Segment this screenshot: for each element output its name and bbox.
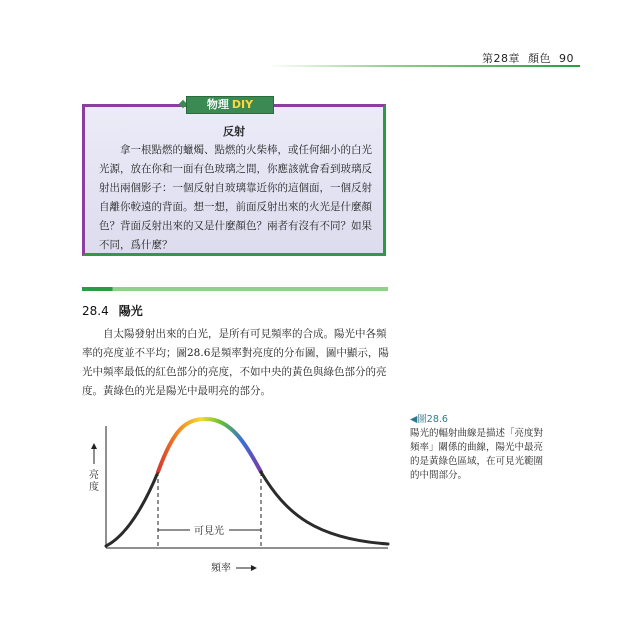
curve-right — [261, 472, 388, 544]
diy-badge-label: 物理 — [206, 98, 229, 111]
diy-title: 反射 — [223, 125, 245, 138]
chapter-title: 顏色 — [528, 52, 551, 65]
ylabel-char-1: 亮 — [89, 470, 99, 481]
diy-box — [82, 104, 386, 256]
section-rule — [82, 287, 388, 291]
page-header — [268, 50, 580, 64]
diy-badge — [186, 96, 274, 114]
caption-label: ◀圖28.6 — [410, 414, 448, 425]
radiation-curve-svg — [86, 414, 396, 584]
section-body: 自太陽發射出來的白光，是所有可見頻率的合成。陽光中各頻率的亮度並不平均；圖28.6是頻率對亮度的分布圖，圖中顯示，陽光中頻率最低的紅色部分的亮度，不如中央的黃色與綠色部分的亮度。黃綠色的光是陽光中最明亮的部分。 — [82, 328, 389, 397]
curve-visible — [158, 419, 261, 472]
visible-range-label: 可見光 — [194, 526, 224, 537]
ylabel-char-2: 度 — [89, 482, 99, 493]
diy-badge-highlight: DIY — [231, 98, 254, 111]
xlabel: 頻率 — [211, 563, 231, 574]
caption-text: 陽光的輻射曲線是描述「亮度對頻率」關係的曲線，陽光中最亮的是黃綠色區域，在可見光範圍的中間部分。 — [410, 428, 544, 481]
diy-body: 拿一根點燃的蠟燭、點燃的火柴棒，或任何細小的白光光源，放在你和一面有色玻璃之間，你應該就會看到玻璃反射出兩個影子：一個反射自玻璃靠近你的這個面，一個反射自離你較遠的背面。想一想，前面反射出來的火光是什麼顏色？背面反射出來的又是什麼顏色？兩者有沒有不同？如果不同，爲什麼？ — [99, 144, 372, 251]
section-number: 28.4 — [82, 304, 109, 318]
header-rule — [268, 65, 580, 67]
radiation-curve-figure — [86, 414, 396, 584]
section-title: 陽光 — [118, 304, 143, 318]
header-text — [474, 50, 574, 66]
page-number: 90 — [559, 52, 574, 65]
figure-caption — [410, 413, 550, 483]
chapter-number: 第28章 — [482, 52, 520, 65]
section-heading — [82, 302, 143, 319]
curve-left — [106, 472, 158, 546]
